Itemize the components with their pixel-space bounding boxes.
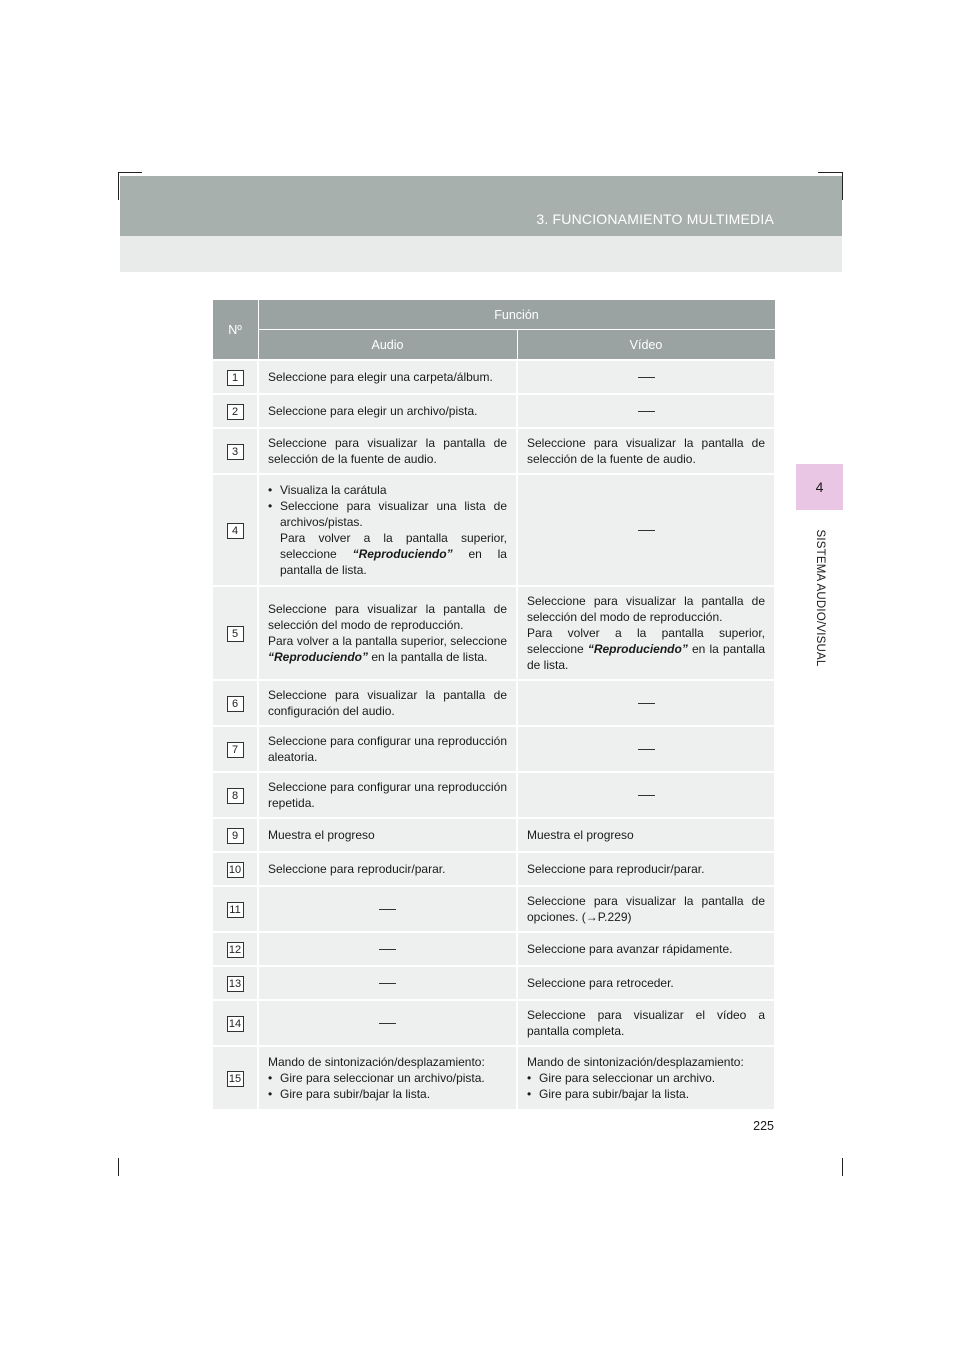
audio-text: Seleccione para visualizar la pantalla de selección del modo de reproducción.	[268, 602, 507, 632]
empty-dash	[638, 530, 655, 531]
video-cell	[517, 886, 775, 932]
table-row	[212, 852, 775, 886]
row-number: 13	[227, 976, 244, 992]
audio-text: Seleccione para elegir un archivo/pista.	[268, 404, 478, 418]
table-row	[212, 586, 775, 680]
video-cell	[517, 1046, 775, 1110]
video-cell	[517, 586, 775, 680]
crop-mark	[842, 1158, 843, 1176]
audio-cell	[258, 1046, 517, 1110]
crop-mark	[118, 172, 142, 173]
table-row	[212, 726, 775, 772]
page-number: 225	[753, 1119, 774, 1133]
audio-cell	[258, 428, 517, 474]
audio-cell-empty	[258, 886, 517, 932]
chapter-label-text: SISTEMA AUDIO/VISUAL	[814, 529, 826, 667]
table-row	[212, 1000, 775, 1046]
table-row	[212, 394, 775, 428]
text-fragment: en la pantalla de lista.	[280, 547, 507, 577]
audio-text: Seleccione para configurar una reproducción repetida.	[268, 780, 507, 810]
video-cell-empty	[517, 360, 775, 394]
video-cell	[517, 932, 775, 966]
video-text	[527, 625, 765, 673]
header-band	[120, 176, 842, 236]
text-fragment: en la pantalla de lista.	[527, 642, 765, 672]
table-row	[212, 360, 775, 394]
audio-text: Seleccione para elegir una carpeta/álbum.	[268, 370, 493, 384]
video-text: Seleccione para visualizar el vídeo a pantalla completa.	[527, 1008, 766, 1038]
empty-dash	[379, 909, 396, 910]
video-cell-empty	[517, 394, 775, 428]
table-row	[212, 772, 775, 818]
row-number: 10	[227, 862, 244, 878]
video-text: Seleccione para visualizar la pantalla de selección del modo de reproducción.	[527, 594, 766, 624]
audio-cell	[258, 726, 517, 772]
video-cell	[517, 966, 775, 1000]
audio-text: Seleccione para configurar una reproducción aleatoria.	[268, 734, 507, 764]
header-audio: Audio	[258, 330, 517, 361]
empty-dash	[638, 749, 655, 750]
text-fragment: en la pantalla de lista.	[368, 650, 488, 664]
header-no: Nº	[212, 300, 258, 361]
audio-text: Muestra el progreso	[268, 828, 375, 842]
empty-dash	[638, 377, 655, 378]
table-row	[212, 966, 775, 1000]
emphasis-label: “Reproduciendo”	[268, 650, 369, 664]
emphasis-label: “Reproduciendo”	[352, 547, 453, 561]
chapter-label	[812, 520, 828, 680]
video-text: Seleccione para retroceder.	[527, 976, 674, 990]
audio-cell	[258, 680, 517, 726]
row-number: 3	[227, 444, 244, 460]
chapter-tab: 4	[796, 464, 843, 510]
audio-text: Seleccione para visualizar la pantalla de configuración del audio.	[268, 688, 507, 718]
video-text: Mando de sintonización/desplazamiento:	[527, 1055, 744, 1069]
video-text: Seleccione para reproducir/parar.	[527, 862, 705, 876]
audio-cell	[258, 852, 517, 886]
text-fragment: Para volver a la pantalla superior, seleccione	[280, 531, 507, 561]
row-number: 7	[227, 742, 244, 758]
row-number: 6	[227, 696, 244, 712]
video-cell-empty	[517, 680, 775, 726]
video-cell	[517, 818, 775, 852]
audio-cell	[258, 394, 517, 428]
table-row	[212, 428, 775, 474]
audio-cell	[258, 772, 517, 818]
audio-cell	[258, 474, 517, 586]
table-row	[212, 1046, 775, 1110]
header-video: Vídeo	[517, 330, 775, 361]
audio-cell	[258, 360, 517, 394]
audio-cell-empty	[258, 1000, 517, 1046]
bullet-item: • Gire para subir/bajar la lista.	[527, 1086, 765, 1102]
row-number: 5	[227, 626, 244, 642]
video-cell-empty	[517, 726, 775, 772]
audio-cell	[258, 818, 517, 852]
empty-dash	[638, 411, 655, 412]
row-number: 4	[227, 523, 244, 539]
function-table	[211, 299, 776, 1111]
empty-dash	[379, 949, 396, 950]
bullet-continuation	[268, 530, 507, 578]
audio-text: Mando de sintonización/desplazamiento:	[268, 1055, 485, 1069]
empty-dash	[638, 703, 655, 704]
audio-cell-empty	[258, 966, 517, 1000]
row-number: 11	[227, 902, 244, 918]
text-fragment: Para volver a la pantalla superior, seleccione	[527, 626, 766, 656]
video-cell-empty	[517, 474, 775, 586]
table-row	[212, 680, 775, 726]
audio-cell-empty	[258, 932, 517, 966]
header-sub-band	[120, 236, 842, 272]
row-number: 2	[227, 404, 244, 420]
row-number: 1	[227, 370, 244, 386]
text-fragment: Para volver a la pantalla superior, seleccione	[268, 634, 507, 648]
video-cell-empty	[517, 772, 775, 818]
bullet-item: • Gire para subir/bajar la lista.	[268, 1086, 507, 1102]
row-number: 9	[227, 828, 244, 844]
table-row	[212, 818, 775, 852]
header-function: Función	[258, 300, 775, 330]
row-number: 15	[227, 1071, 244, 1087]
row-number: 14	[227, 1016, 244, 1032]
crop-mark	[842, 172, 843, 200]
bullet-item: • Seleccione para visualizar una lista de archivos/pistas.	[268, 498, 507, 530]
video-cell	[517, 852, 775, 886]
crop-mark	[118, 1158, 119, 1176]
audio-cell	[258, 586, 517, 680]
section-title: 3. FUNCIONAMIENTO MULTIMEDIA	[536, 211, 774, 227]
emphasis-label: “Reproduciendo”	[587, 642, 688, 656]
row-number: 12	[227, 942, 244, 958]
table-row	[212, 886, 775, 932]
empty-dash	[638, 795, 655, 796]
table-row	[212, 474, 775, 586]
video-cell	[517, 1000, 775, 1046]
video-cell	[517, 428, 775, 474]
row-number: 8	[227, 788, 244, 804]
table-row	[212, 932, 775, 966]
empty-dash	[379, 983, 396, 984]
video-text: Seleccione para avanzar rápidamente.	[527, 942, 733, 956]
audio-text: Seleccione para visualizar la pantalla de selección de la fuente de audio.	[268, 436, 507, 466]
crop-mark	[118, 172, 119, 200]
bullet-item: • Gire para seleccionar un archivo/pista.	[268, 1070, 507, 1086]
audio-text	[268, 633, 507, 665]
video-text: Muestra el progreso	[527, 828, 634, 842]
bullet-item: • Gire para seleccionar un archivo.	[527, 1070, 765, 1086]
bullet-item: • Visualiza la carátula	[268, 482, 507, 498]
audio-text: Seleccione para reproducir/parar.	[268, 862, 446, 876]
video-text: Seleccione para visualizar la pantalla de opciones. (→P.229)	[527, 894, 766, 924]
video-text: Seleccione para visualizar la pantalla de selección de la fuente de audio.	[527, 436, 766, 466]
crop-mark	[818, 172, 842, 173]
empty-dash	[379, 1023, 396, 1024]
